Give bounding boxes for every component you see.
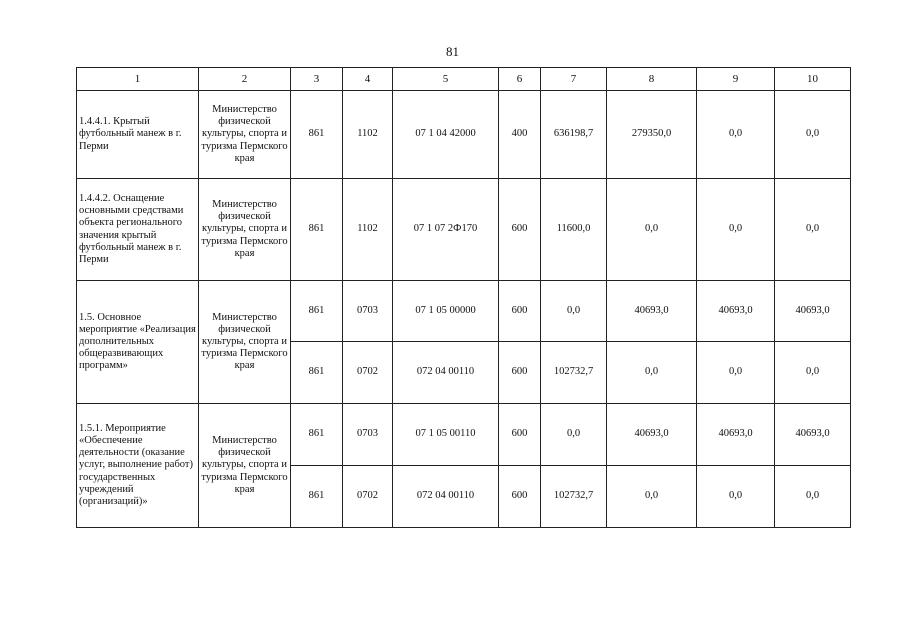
cell-col-3: 861 xyxy=(291,342,343,404)
cell-col-3: 861 xyxy=(291,91,343,179)
header-col-9: 9 xyxy=(697,68,775,91)
cell-col-9: 0,0 xyxy=(697,179,775,281)
cell-col-6: 600 xyxy=(499,281,541,342)
header-col-2: 2 xyxy=(199,68,291,91)
cell-col-10: 40693,0 xyxy=(775,404,851,466)
item-name: 1.4.4.1. Крытый футбольный манеж в г. Перми xyxy=(77,91,199,179)
cell-col-5: 07 1 07 2Ф170 xyxy=(393,179,499,281)
cell-col-3: 861 xyxy=(291,179,343,281)
responsible-org: Министерство физической культуры, спорта и туризма Пермского края xyxy=(199,281,291,404)
cell-col-8: 279350,0 xyxy=(607,91,697,179)
cell-col-5: 072 04 00110 xyxy=(393,466,499,528)
cell-col-7: 11600,0 xyxy=(541,179,607,281)
cell-col-6: 600 xyxy=(499,404,541,466)
cell-col-5: 07 1 04 42000 xyxy=(393,91,499,179)
cell-col-3: 861 xyxy=(291,466,343,528)
cell-col-9: 0,0 xyxy=(697,466,775,528)
cell-col-9: 0,0 xyxy=(697,91,775,179)
cell-col-7: 636198,7 xyxy=(541,91,607,179)
cell-col-4: 0702 xyxy=(343,466,393,528)
cell-col-6: 600 xyxy=(499,179,541,281)
header-col-6: 6 xyxy=(499,68,541,91)
header-col-4: 4 xyxy=(343,68,393,91)
responsible-org: Министерство физической культуры, спорта и туризма Пермского края xyxy=(199,179,291,281)
header-col-5: 5 xyxy=(393,68,499,91)
table-row xyxy=(77,179,851,281)
cell-col-9: 40693,0 xyxy=(697,404,775,466)
responsible-org: Министерство физической культуры, спорта и туризма Пермского края xyxy=(199,404,291,528)
table-row xyxy=(77,91,851,179)
cell-col-10: 0,0 xyxy=(775,342,851,404)
budget-table xyxy=(76,67,851,528)
cell-col-4: 0703 xyxy=(343,281,393,342)
table-row xyxy=(77,281,851,342)
cell-col-4: 0702 xyxy=(343,342,393,404)
cell-col-8: 40693,0 xyxy=(607,404,697,466)
cell-col-3: 861 xyxy=(291,281,343,342)
cell-col-7: 0,0 xyxy=(541,404,607,466)
header-col-1: 1 xyxy=(77,68,199,91)
cell-col-10: 0,0 xyxy=(775,179,851,281)
page-number: 81 xyxy=(446,44,459,59)
header-row xyxy=(77,68,851,91)
responsible-org: Министерство физической культуры, спорта и туризма Пермского края xyxy=(199,91,291,179)
cell-col-7: 102732,7 xyxy=(541,466,607,528)
cell-col-4: 1102 xyxy=(343,91,393,179)
cell-col-10: 0,0 xyxy=(775,466,851,528)
header-col-8: 8 xyxy=(607,68,697,91)
header-col-3: 3 xyxy=(291,68,343,91)
item-name: 1.5. Основное мероприятие «Реализация дополнительных общеразвивающих программ» xyxy=(77,281,199,404)
cell-col-5: 07 1 05 00110 xyxy=(393,404,499,466)
cell-col-6: 400 xyxy=(499,91,541,179)
cell-col-3: 861 xyxy=(291,404,343,466)
cell-col-8: 0,0 xyxy=(607,466,697,528)
cell-col-8: 0,0 xyxy=(607,179,697,281)
cell-col-4: 1102 xyxy=(343,179,393,281)
cell-col-9: 0,0 xyxy=(697,342,775,404)
cell-col-7: 0,0 xyxy=(541,281,607,342)
cell-col-7: 102732,7 xyxy=(541,342,607,404)
cell-col-10: 0,0 xyxy=(775,91,851,179)
cell-col-4: 0703 xyxy=(343,404,393,466)
header-col-7: 7 xyxy=(541,68,607,91)
cell-col-5: 072 04 00110 xyxy=(393,342,499,404)
header-col-10: 10 xyxy=(775,68,851,91)
cell-col-10: 40693,0 xyxy=(775,281,851,342)
cell-col-8: 0,0 xyxy=(607,342,697,404)
item-name: 1.5.1. Мероприятие «Обеспечение деятельности (оказание услуг, выполнение работ) государственных учреждений (организаций)» xyxy=(77,404,199,528)
item-name: 1.4.4.2. Оснащение основными средствами объекта регионального значения крытый футбольный манеж в г. Перми xyxy=(77,179,199,281)
cell-col-6: 600 xyxy=(499,342,541,404)
cell-col-6: 600 xyxy=(499,466,541,528)
table-row xyxy=(77,404,851,466)
cell-col-9: 40693,0 xyxy=(697,281,775,342)
cell-col-5: 07 1 05 00000 xyxy=(393,281,499,342)
cell-col-8: 40693,0 xyxy=(607,281,697,342)
